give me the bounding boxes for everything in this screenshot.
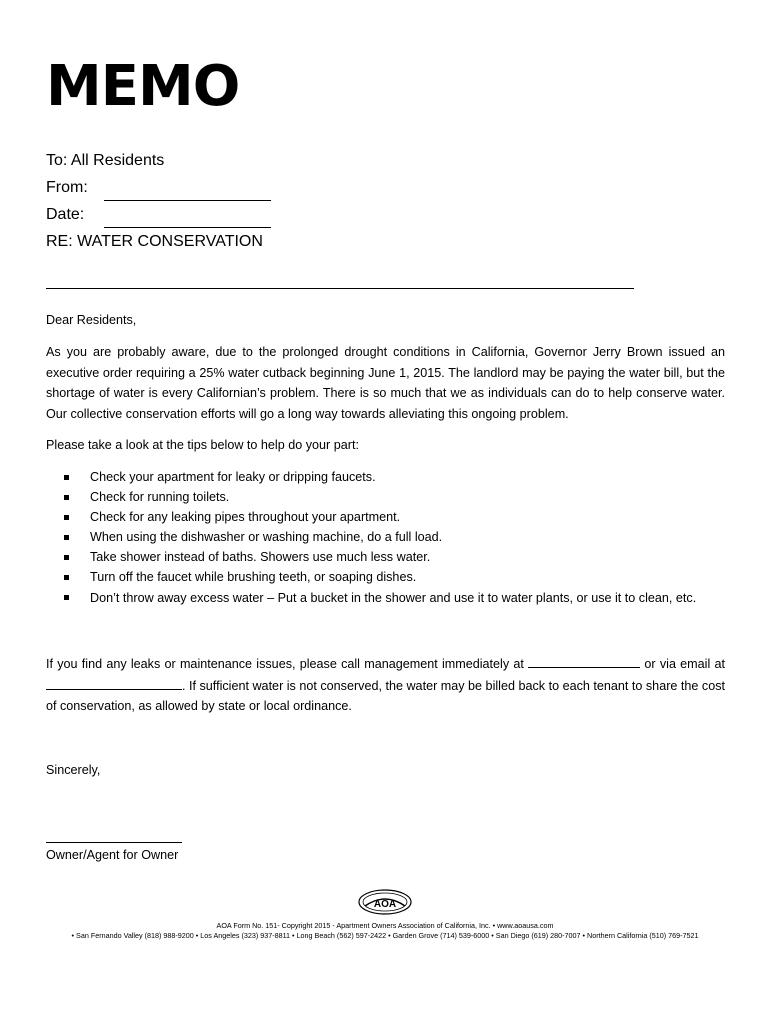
re-text: RE: WATER CONSERVATION: [46, 233, 263, 250]
email-blank[interactable]: [46, 675, 182, 690]
tip-text: Don’t throw away excess water – Put a bucket in the shower and use it to water plants, or use it to clean, etc.: [90, 590, 697, 605]
list-item: [64, 588, 696, 608]
tip-text: When using the dishwasher or washing machine, do a full load.: [90, 530, 443, 545]
date-line: [46, 201, 271, 228]
footer: [0, 888, 770, 941]
intro-paragraph: As you are probably aware, due to the prolonged drought conditions in California, Governor Jerry Brown issued an executive order requiring a 25% water cutback beginning June 1, 2015. The landlord may be paying the water bill, but the shortage of water is every Californian’s problem. There is so much that we as individuals can do to help conserve water. Our collective conservation efforts will go a long way towards alleviating this ongoing problem.: [46, 345, 725, 421]
aoa-logo: [357, 888, 413, 921]
tip-text: Check for running toilets.: [90, 490, 230, 505]
contact-text-3: . If sufficient water is not conserved, the water may be billed back to each tenant to share the cost of conservation, as allowed by state or local ordinance.: [46, 678, 725, 713]
header-divider: [46, 288, 634, 289]
footer-copyright: AOA Form No. 151- Copyright 2015 - Apartment Owners Association of California, Inc. • www.aoausa.com: [216, 921, 554, 930]
memo-header: [46, 147, 271, 255]
tips-intro: Please take a look at the tips below to help do your part:: [46, 438, 359, 452]
list-item: [64, 547, 696, 567]
list-item: [64, 527, 696, 547]
phone-blank[interactable]: [528, 653, 640, 668]
tip-text: Take shower instead of baths. Showers use much less water.: [90, 550, 431, 565]
aoa-logo-icon: [357, 888, 413, 916]
re-line: [46, 228, 271, 255]
bullet-icon: [64, 515, 69, 520]
bullet-icon: [64, 595, 69, 600]
list-item: [64, 567, 696, 587]
signature-label: Owner/Agent for Owner: [46, 848, 179, 862]
tip-text: Check for any leaking pipes throughout your apartment.: [90, 510, 401, 525]
logo-text: AOA: [373, 899, 397, 910]
list-item: [64, 467, 696, 487]
tip-text: Turn off the faucet while brushing teeth, or soaping dishes.: [90, 570, 417, 585]
bullet-icon: [64, 555, 69, 560]
list-item: [64, 507, 696, 527]
bullet-icon: [64, 475, 69, 480]
bullet-icon: [64, 575, 69, 580]
footer-phone-numbers: • San Fernando Valley (818) 988-9200 • Los Angeles (323) 937-8811 • Long Beach (562) 597-2422 • Garden Grove (714) 539-6000 • San Diego (619) 280-7007 • Northern California (510) 769-7521: [71, 931, 699, 940]
contact-text-2: or via email at: [644, 657, 726, 671]
tips-list: [64, 467, 696, 608]
bullet-icon: [64, 495, 69, 500]
bullet-icon: [64, 535, 69, 540]
contact-text-1: If you find any leaks or maintenance issues, please call management immediately at: [46, 657, 524, 671]
tip-text: Check your apartment for leaky or dripping faucets.: [90, 470, 376, 484]
date-label: Date:: [46, 206, 85, 223]
from-blank[interactable]: [104, 182, 271, 201]
list-item: [64, 487, 696, 507]
from-line: [46, 174, 271, 201]
to-line: [46, 147, 271, 174]
closing: Sincerely,: [46, 763, 101, 777]
greeting: Dear Residents,: [46, 313, 137, 327]
memo-title: MEMO: [46, 54, 240, 119]
signature-line[interactable]: [46, 842, 182, 843]
from-label: From:: [46, 179, 88, 196]
date-blank[interactable]: [104, 209, 271, 228]
to-text: To: All Residents: [46, 152, 165, 169]
contact-paragraph: [46, 653, 725, 717]
